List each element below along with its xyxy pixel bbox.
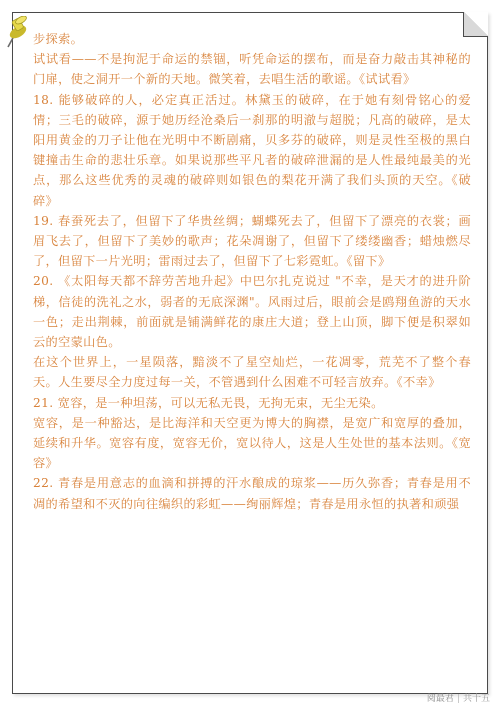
- paragraph-4: 19. 春蚕死去了，但留下了华贵丝绸；蝴蝶死去了，但留下了漂亮的衣裳；画眉飞去了，但留下了美妙的歌声；花朵凋谢了，但留下了缕缕幽香；蜡烛燃尽了，但留下一片光明；雷雨过去了，但留下了七彩霓虹。《留下》: [33, 213, 471, 269]
- footer-label: 共十五: [462, 694, 490, 704]
- paragraph-3: 18. 能够破碎的人，必定真正活过。林黛玉的破碎，在于她有刻骨铭心的爱情；三毛的破碎，源于她历经沧桑后一刹那的明澈与超脱；凡高的破碎，是太阳用黄金的刀子让他在光明中不断剧痛，贝多芬的破碎，则是灵性至极的黑白键撞击生命的悲壮乐章。如果说那些平凡者的破碎泄漏的是人性最纯最美的光点，那么这些优秀的灵魂的破碎则如银色的梨花开满了我们头顶的天空。《破碎》: [33, 92, 471, 208]
- pushpin-icon: [3, 16, 29, 50]
- paragraph-6: 在这个世界上，一星陨落，黯淡不了星空灿烂，一花凋零，荒芜不了整个春天。人生要尽全力度过每一关，不管遇到什么困难不可轻言放弃。《不幸》: [33, 355, 471, 390]
- page-footer: [427, 691, 490, 704]
- paragraph-7: 21. 宽容，是一种坦荡，可以无私无畏，无拘无束，无尘无染。: [33, 395, 384, 410]
- paragraph-5: 20. 《太阳每天都不辞劳苦地升起》中巴尔扎克说过 "不幸，是天才的进升阶梯，信徒的洗礼之水，弱者的无底深渊"。风雨过后，眼前会是鸥翔鱼游的天水一色；走出荆棘，前面就是铺满鲜花的康庄大道；登上山顶，脚下便是积翠如云的空蒙山色。: [33, 274, 471, 350]
- paragraph-8: 宽容，是一种豁达，是比海洋和天空更为博大的胸襟，是宽广和宽厚的叠加，延续和升华。宽容有度，宽容无价，宽以待人，这是人生处世的基本法则。《宽容》: [33, 415, 471, 471]
- footer-separator: |: [456, 694, 460, 704]
- paragraph-2: 试试看——不是拘泥于命运的禁锢，听凭命运的摆布，而是奋力敲击其神秘的门扉，使之洞开一个新的天地。微笑着，去唱生活的歌谣。《试试看》: [33, 52, 471, 87]
- footer-brand: 阅最君: [426, 694, 454, 704]
- paragraph-9: 22. 青春是用意志的血滴和拼搏的汗水酿成的琼浆——历久弥香；青春是用不凋的希望和不灭的向往编织的彩虹——绚丽辉煌；青春是用永恒的执著和顽强: [33, 476, 471, 511]
- document-page: [12, 12, 488, 694]
- paragraph-1: 步探索。: [33, 32, 84, 46]
- document-body: [33, 29, 471, 514]
